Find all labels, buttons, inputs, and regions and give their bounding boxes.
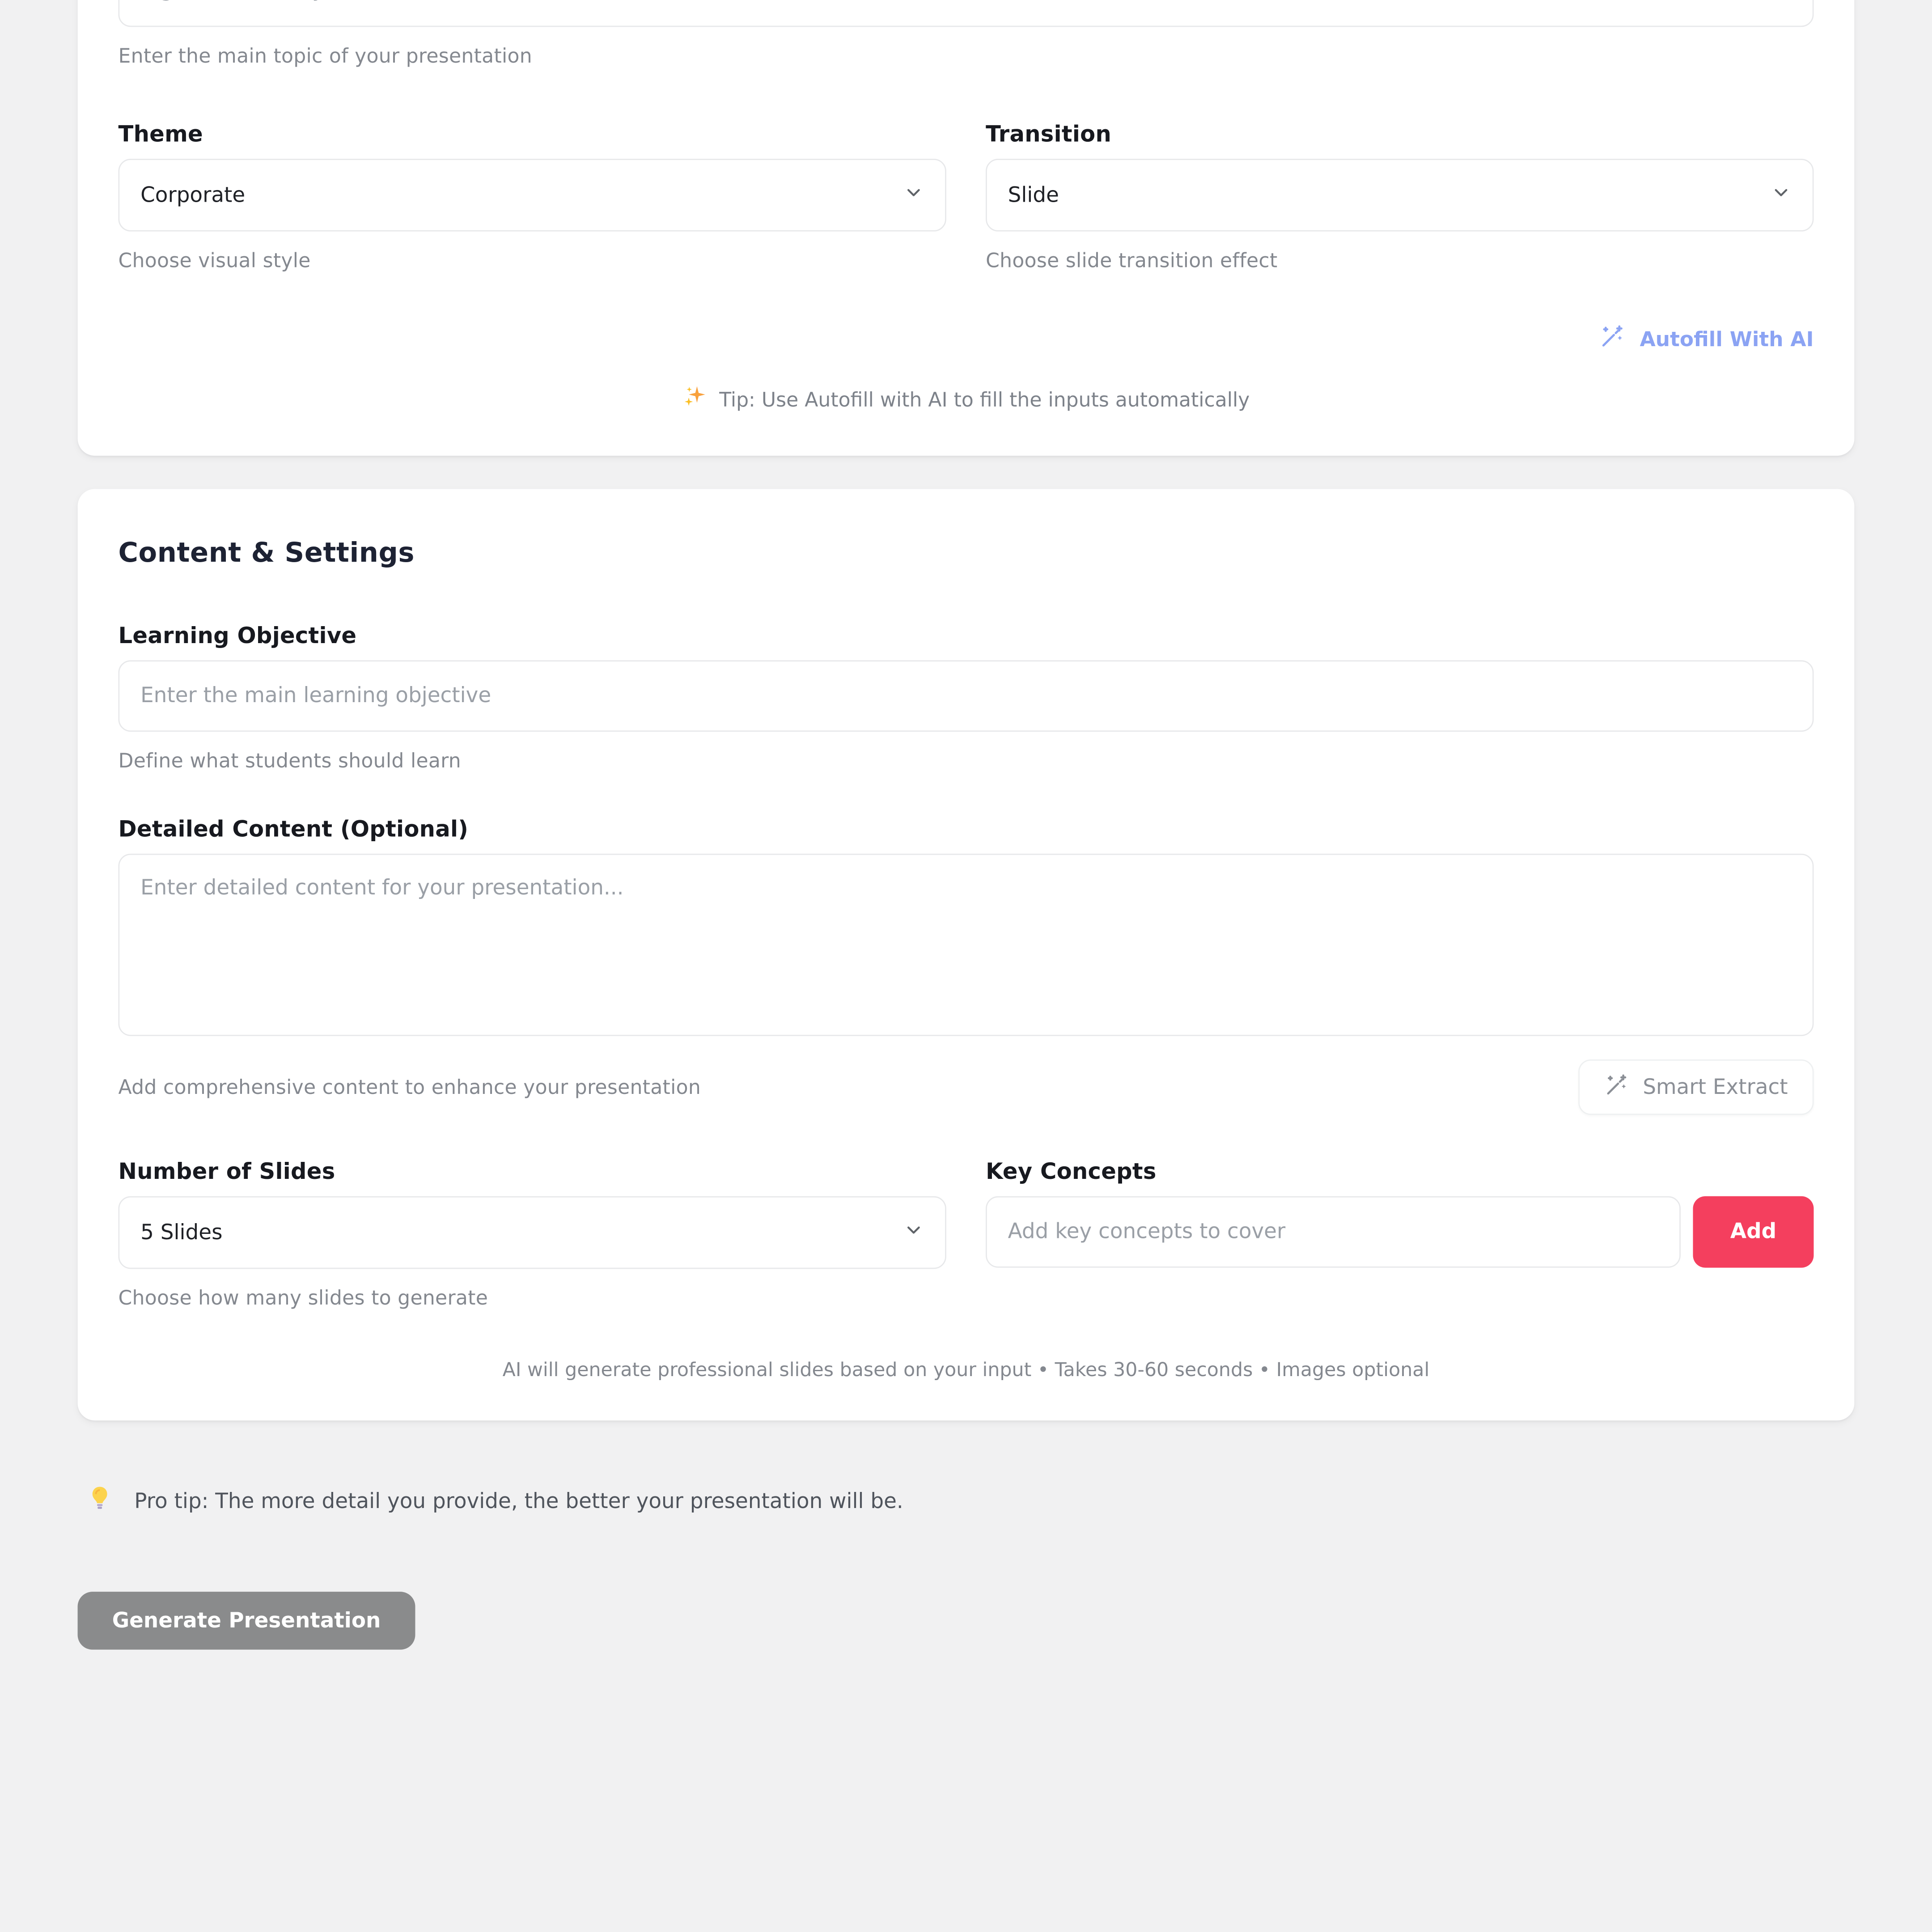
magic-wand-icon <box>1599 324 1624 353</box>
smart-extract-button[interactable] <box>1579 1059 1813 1115</box>
autofill-with-ai-button[interactable] <box>1599 324 1814 353</box>
transition-selected-value: Slide <box>1008 182 1059 208</box>
number-of-slides-helper: Choose how many slides to generate <box>118 1286 488 1310</box>
key-concepts-field <box>986 1159 1813 1309</box>
pro-tip-text: Pro tip: The more detail you provide, the better your presentation will be. <box>134 1489 903 1514</box>
slides-concepts-row <box>118 1159 1813 1309</box>
number-of-slides-field <box>118 1159 946 1309</box>
theme-selected-value: Corporate <box>140 182 246 208</box>
chevron-down-icon <box>903 1219 924 1246</box>
theme-helper-text: Choose visual style <box>118 249 311 272</box>
learning-objective-helper: Define what students should learn <box>118 749 462 773</box>
sparkles-icon <box>682 384 707 414</box>
topic-input[interactable] <box>118 0 1813 27</box>
key-concepts-input-row <box>986 1196 1813 1268</box>
basic-settings-card <box>78 0 1855 456</box>
detailed-content-helper: Add comprehensive content to enhance your presentation <box>118 1075 701 1099</box>
chevron-down-icon <box>903 182 924 209</box>
transition-helper-text: Choose slide transition effect <box>986 249 1278 272</box>
learning-objective-field <box>118 623 1813 772</box>
autofill-label: Autofill With AI <box>1640 327 1814 351</box>
learning-objective-label: Learning Objective <box>118 623 357 649</box>
detailed-content-textarea[interactable] <box>118 854 1813 1036</box>
number-of-slides-select[interactable] <box>118 1196 946 1269</box>
key-concepts-label: Key Concepts <box>986 1159 1157 1185</box>
lightbulb-icon <box>86 1484 114 1517</box>
key-concepts-input[interactable] <box>986 1196 1681 1268</box>
theme-transition-row <box>118 122 1813 272</box>
tip-text: Tip: Use Autofill with AI to fill the inputs automatically <box>719 387 1250 411</box>
detailed-content-footer <box>118 1059 1813 1115</box>
chevron-down-icon <box>1771 182 1792 209</box>
add-concept-button[interactable]: Add <box>1693 1196 1814 1268</box>
theme-field <box>118 122 946 272</box>
transition-field <box>986 122 1813 272</box>
autofill-row <box>118 324 1813 353</box>
number-of-slides-label: Number of Slides <box>118 1159 335 1185</box>
theme-select[interactable] <box>118 159 946 232</box>
smart-extract-label: Smart Extract <box>1643 1075 1788 1100</box>
autofill-tip <box>118 384 1813 414</box>
content-settings-card <box>78 489 1855 1420</box>
generation-info-text: AI will generate professional slides based on your input • Takes 30-60 seconds • Images optional <box>502 1359 1430 1381</box>
transition-label: Transition <box>986 122 1112 148</box>
generate-presentation-button[interactable]: Generate Presentation <box>78 1592 415 1649</box>
magic-wand-icon <box>1605 1072 1628 1102</box>
pro-tip <box>78 1484 1855 1517</box>
theme-label: Theme <box>118 122 203 148</box>
detailed-content-field <box>118 817 1813 1115</box>
topic-helper-text: Enter the main topic of your presentation <box>118 44 533 68</box>
detailed-content-label: Detailed Content (Optional) <box>118 817 469 843</box>
transition-select[interactable] <box>986 159 1813 232</box>
content-settings-heading: Content & Settings <box>118 538 415 569</box>
number-of-slides-value: 5 Slides <box>140 1220 223 1245</box>
learning-objective-input[interactable] <box>118 660 1813 732</box>
